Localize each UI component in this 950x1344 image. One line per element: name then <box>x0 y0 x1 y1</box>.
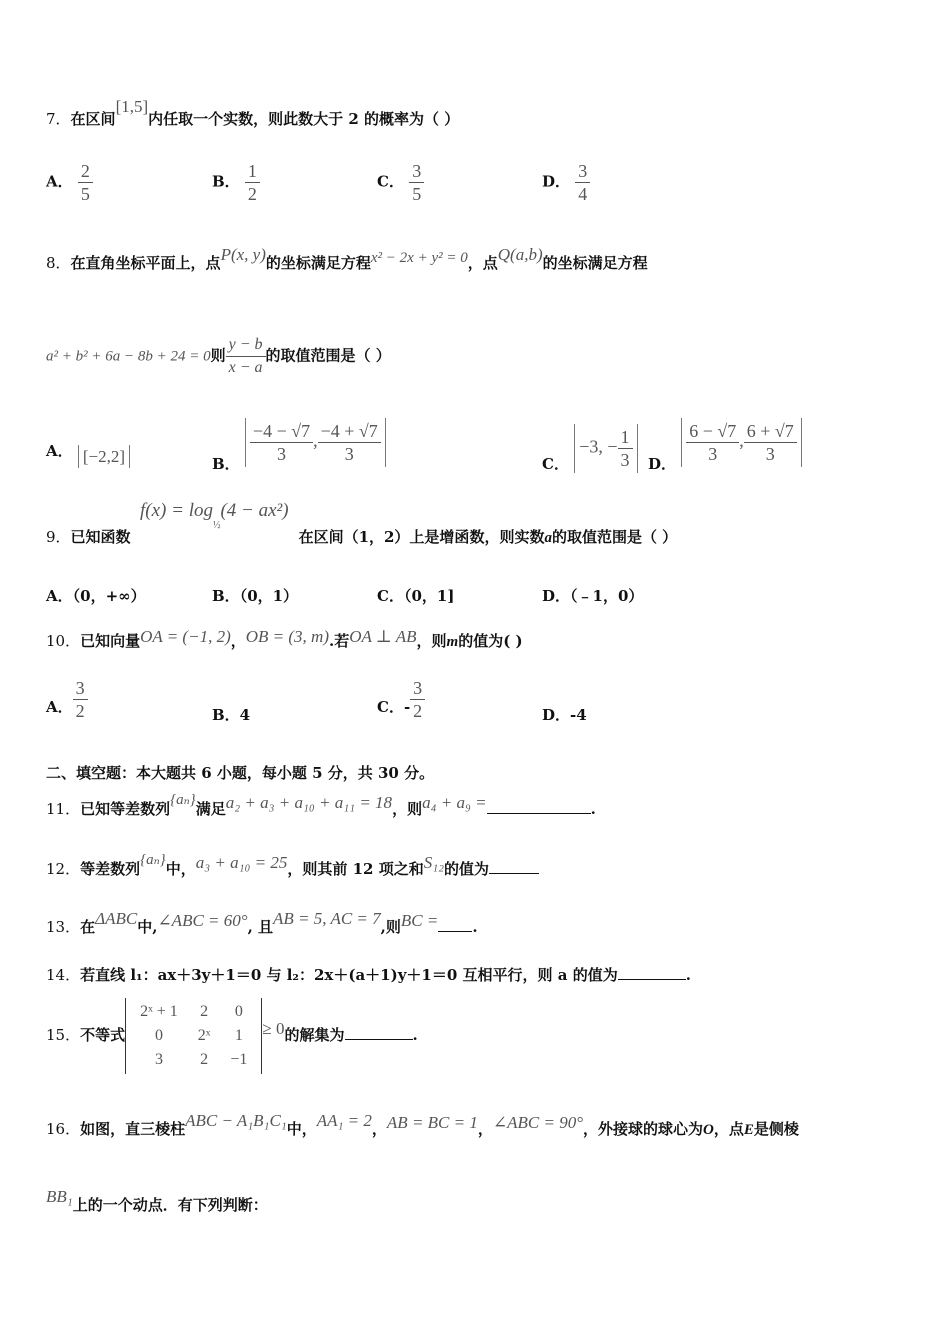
question-16: 16．如图，直三棱柱ABC − A₁B₁C₁中，AA₁ = 2，AB = BC = 1，∠ABC = 90°，外接球的球心为O，点E是侧棱 <box>46 1111 799 1138</box>
answer-blank[interactable] <box>618 979 686 980</box>
question-text: 满足 <box>195 800 226 818</box>
option-d <box>542 585 643 606</box>
numerator: 3 <box>575 160 590 183</box>
option-label: C． <box>377 587 404 605</box>
interval <box>574 424 637 473</box>
option-label: A． <box>46 587 73 605</box>
option-label: C．- <box>377 697 411 716</box>
question-number: 9． <box>46 528 71 546</box>
question-number: 7． <box>46 110 71 128</box>
numerator: 1 <box>245 160 260 183</box>
math-expression: a₄ + a₉ = <box>422 793 487 812</box>
answer-blank[interactable] <box>438 931 472 932</box>
denominator: 2 <box>413 701 423 721</box>
denominator: 3 <box>344 444 354 464</box>
question-text: 的值为( ) <box>458 632 523 650</box>
question-number: 13． <box>46 918 81 936</box>
math-angle: ∠ABC = 60° <box>157 911 248 930</box>
math-condition: ∠ABC = 90° <box>492 1113 583 1132</box>
matrix-cell: 1 <box>234 1027 243 1044</box>
denominator: 2 <box>75 701 85 721</box>
math-sequence: {aₙ} <box>140 852 166 868</box>
question-text: 内任取一个实数，则此数大于 2 的概率为（ ） <box>148 110 460 128</box>
fraction <box>618 426 633 471</box>
question-text: 的解集为 <box>284 1026 345 1044</box>
numerator: 3 <box>73 677 88 700</box>
fraction <box>73 677 88 722</box>
question-text: 已知函数 <box>70 528 131 546</box>
denominator: 4 <box>578 184 588 204</box>
interval: $\frac{6 - √7}{3}$ , $\frac{6 + √7}{3}$ <box>681 418 802 467</box>
question-text: 的取值范围是（ ） <box>551 528 678 546</box>
option-label: A． <box>46 697 73 716</box>
option-label: B． <box>212 172 240 191</box>
fraction <box>78 160 93 205</box>
question-text: 在区间（1，2）上是增函数，则实数 <box>298 528 545 546</box>
q9-function <box>140 500 289 531</box>
denominator: 3 <box>708 444 718 464</box>
math-interval: [1,5] <box>115 97 149 116</box>
option-c <box>377 160 424 205</box>
math-function: f(x) = log <box>140 500 213 521</box>
determinant-matrix <box>130 1000 257 1072</box>
question-text: 是侧棱 <box>753 1120 799 1138</box>
option-d <box>542 160 590 205</box>
answer-blank[interactable] <box>489 873 539 874</box>
denominator: 3 <box>765 444 775 464</box>
question-number: 11． <box>46 800 81 818</box>
denominator: 3 <box>277 444 287 464</box>
matrix-cell: 0 <box>154 1027 163 1044</box>
question-7 <box>46 97 460 129</box>
interval: [−2,2] <box>78 445 130 468</box>
question-9 <box>46 526 677 547</box>
question-10 <box>46 627 523 651</box>
option-text: （﹣1，0） <box>570 587 644 605</box>
option-label: B． <box>212 587 240 605</box>
option-label: A． <box>46 442 73 460</box>
question-number: 16． <box>46 1120 81 1138</box>
math-expression: BC = <box>400 911 439 930</box>
question-text: 则 <box>210 346 226 365</box>
question-text: 不等式 <box>80 1026 126 1044</box>
punctuation: . <box>472 918 478 936</box>
math-prism: ABC − A₁B₁C₁ <box>185 1111 287 1130</box>
question-number: 14． <box>46 966 81 984</box>
option-label: D． <box>648 454 677 473</box>
question-15 <box>46 998 418 1074</box>
question-text: 中， <box>165 860 196 878</box>
matrix-cell: 2 <box>200 1003 209 1020</box>
math-condition: AB = BC = 1 <box>386 1113 478 1132</box>
option-label: D． <box>542 172 571 191</box>
question-text: 等差数列 <box>80 860 141 878</box>
question-8-line2 <box>46 334 391 379</box>
option-c <box>377 585 454 606</box>
punctuation: . <box>685 966 691 984</box>
denominator: 5 <box>80 184 90 204</box>
interval: $\frac{-4 - √7}{3}$ , $\frac{-4 + √7}{3}$ <box>245 418 386 467</box>
question-13 <box>46 909 478 937</box>
option-label: A． <box>46 172 73 191</box>
question-number: 10． <box>46 632 81 650</box>
section-heading: 二、填空题：本大题共 6 小题，每小题 5 分，共 30 分。 <box>46 764 435 782</box>
question-11 <box>46 792 596 819</box>
question-text: 中， <box>286 1120 317 1138</box>
option-a <box>46 585 146 606</box>
option-a <box>46 677 88 722</box>
math-equation: a₃ + a₁₀ = 25 <box>195 853 288 872</box>
numerator: 6 + √7 <box>744 420 797 443</box>
option-d: D．-4 <box>542 706 587 724</box>
numerator: 3 <box>410 677 425 700</box>
option-b <box>212 160 260 205</box>
option-label: D． <box>542 587 571 605</box>
math-sum: S₁₂ <box>423 853 445 872</box>
math-vector-ob: OB = (3, m) <box>245 627 329 646</box>
option-c <box>377 677 425 722</box>
answer-blank[interactable] <box>345 1039 413 1040</box>
question-text: 在 <box>80 918 96 936</box>
answer-blank[interactable] <box>487 813 591 814</box>
option-a <box>46 440 130 466</box>
question-text: 在直角坐标平面上，点 <box>70 254 221 272</box>
matrix-cell: 2ˣ + 1 <box>140 1003 178 1020</box>
interval-start: −3, − <box>579 436 618 457</box>
option-c <box>542 424 638 473</box>
separator: ， <box>230 632 246 650</box>
numerator: −4 + √7 <box>318 420 381 443</box>
question-text: ，则 <box>416 632 447 650</box>
numerator: −4 − √7 <box>250 420 313 443</box>
question-14 <box>46 964 691 985</box>
math-argument: (4 − ax²) <box>220 500 289 521</box>
fraction <box>245 160 260 205</box>
math-variable: E <box>743 1122 754 1138</box>
math-variable: O <box>703 1122 714 1138</box>
fraction <box>575 160 590 205</box>
math-vector-oa: OA = (−1, 2) <box>140 627 231 646</box>
question-text: 已知等差数列 <box>80 800 171 818</box>
denominator: 5 <box>412 184 422 204</box>
fraction <box>686 420 739 465</box>
question-text: 的值为 <box>444 860 490 878</box>
question-text: ，点 <box>713 1120 744 1138</box>
math-variable: m <box>446 634 459 650</box>
math-equation: a² + b² + 6a − 8b + 24 = 0 <box>46 348 211 365</box>
question-text: , 且 <box>247 918 274 936</box>
question-text: 如图，直三棱柱 <box>80 1120 186 1138</box>
question-text: 的坐标满足方程 <box>542 254 648 272</box>
option-label: C． <box>377 172 404 191</box>
matrix-cell: 3 <box>154 1051 163 1068</box>
determinant <box>125 998 262 1074</box>
question-text: 的坐标满足方程 <box>265 254 371 272</box>
fraction <box>410 677 425 722</box>
question-number: 12． <box>46 860 81 878</box>
option-b <box>212 585 298 606</box>
question-number: 8． <box>46 254 71 272</box>
option-label: B． <box>212 454 240 473</box>
numerator: y − b <box>226 334 266 357</box>
question-number: 15． <box>46 1026 81 1044</box>
matrix-cell: 2ˣ <box>197 1027 211 1044</box>
question-text: ，则 <box>392 800 423 818</box>
option-text: （0，1] <box>403 587 455 605</box>
math-edge: BB₁ <box>46 1187 73 1206</box>
math-triangle: ΔABC <box>95 909 138 928</box>
punctuation: . <box>412 1026 418 1044</box>
question-text: 上的一个动点．有下列判断： <box>72 1196 268 1214</box>
question-8 <box>46 245 648 273</box>
math-point-q: Q(a,b) <box>497 245 543 264</box>
question-text: ，则其前 12 项之和 <box>287 860 424 878</box>
math-equation: x² − 2x + y² = 0 <box>370 250 468 266</box>
punctuation: . <box>590 800 596 818</box>
fraction <box>409 160 424 205</box>
question-text: 中, <box>137 918 158 936</box>
math-condition: AA₁ = 2 <box>316 1111 372 1130</box>
denominator: 2 <box>247 184 257 204</box>
denominator: 3 <box>620 450 630 470</box>
numerator: 3 <box>409 160 424 183</box>
math-variable: a <box>544 530 552 546</box>
math-equation: a₂ + a₃ + a₁₀ + a₁₁ = 18 <box>225 793 393 812</box>
math-perpendicular: OA ⊥ AB <box>349 627 417 646</box>
matrix-cell: 2 <box>200 1051 209 1068</box>
question-text: ，点 <box>467 254 498 272</box>
matrix-cell: −1 <box>230 1051 248 1068</box>
option-d <box>648 418 802 473</box>
math-relation: ≥ 0 <box>262 1019 285 1038</box>
option-text: （0，1） <box>239 587 299 605</box>
numerator: 6 − √7 <box>686 420 739 443</box>
option-label: C． <box>542 454 569 473</box>
question-text: 的取值范围是（ ） <box>265 346 391 365</box>
question-text: 已知向量 <box>80 632 141 650</box>
fraction <box>250 420 313 465</box>
option-b <box>212 418 386 473</box>
question-12 <box>46 852 539 879</box>
numerator: 1 <box>618 426 633 449</box>
fraction <box>318 420 381 465</box>
question-text: .若 <box>328 632 350 650</box>
question-16-line2 <box>46 1187 268 1215</box>
math-point-p: P(x, y) <box>220 245 266 264</box>
math-sequence: {aₙ} <box>170 792 196 808</box>
question-text: ,则 <box>380 918 401 936</box>
option-text: （0，+∞） <box>72 587 146 605</box>
question-text: ，外接球的球心为 <box>583 1120 704 1138</box>
fraction <box>226 334 266 379</box>
option-b: B．4 <box>212 706 251 724</box>
denominator: x − a <box>228 359 263 376</box>
math-log-base: ½ <box>212 520 221 531</box>
option-a <box>46 160 93 205</box>
math-sides: AB = 5, AC = 7 <box>273 909 381 928</box>
matrix-cell: 0 <box>234 1003 243 1020</box>
question-text: 若直线 l₁：ax＋3y＋1＝0 与 l₂：2x＋(a＋1)y＋1＝0 互相平行，则 a 的值为 <box>80 966 618 984</box>
numerator: 2 <box>78 160 93 183</box>
fraction <box>744 420 797 465</box>
question-text: 在区间 <box>70 110 116 128</box>
